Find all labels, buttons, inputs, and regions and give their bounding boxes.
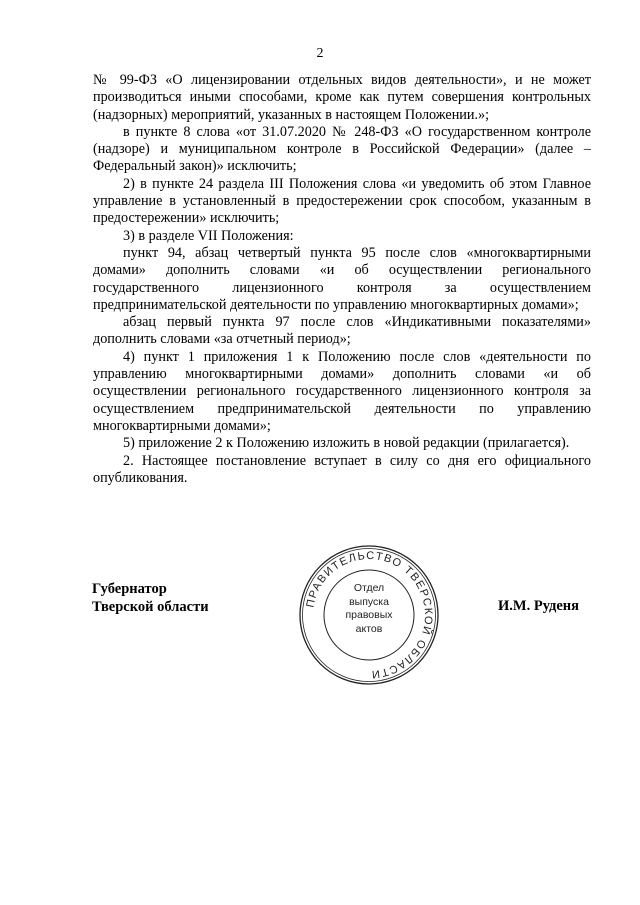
document-body [93,72,591,487]
page-number: 2 [316,46,324,61]
paragraph: 2. Настоящее постановление вступает в силу со дня его официального опубликования. [93,452,591,486]
paragraph: 2) в пункте 24 раздела III Положения слова «и уведомить об этом Главное управление в установленный в предостережении срок способом, указанным в предостережении» исключить; [93,175,591,227]
signatory-title-line: Тверской области [92,599,209,615]
paragraph: 3) в разделе VII Положения: [123,227,294,244]
paragraph: 4) пункт 1 приложения 1 к Положению после слов «деятельности по управлению многоквартирными домами» дополнить словами «и об осуществлении регионального государственного лицензионного контроля за осуществлением предпринимательской деятельности по управлению многоквартирными домами»; [93,348,591,434]
paragraph: 5) приложение 2 к Положению изложить в новой редакции (прилагается). [123,435,570,452]
signatory-title-line: Губернатор [92,581,167,597]
seal-center-text [328,582,410,636]
paragraph: в пункте 8 слова «от 31.07.2020 № 248-ФЗ «О государственном контроле (надзоре) и муниципальном контроле в Российской Федерации» (далее – Федеральный закон)» исключить; [93,123,591,175]
seal-center-line: правовых [345,609,393,621]
seal-center-line: актов [355,622,383,635]
paragraph: № 99-ФЗ «О лицензировании отдельных видов деятельности», и не может производиться иными способами, кроме как путем совершения контрольных (надзорных) мероприятий, указанных в настоящем Положении.»; [93,72,591,123]
paragraph: абзац первый пункта 97 после слов «Индикативными показателями» дополнить словами «за отчетный период»; [93,314,591,348]
signatory-name: И.М. Руденя [498,598,580,614]
seal-center-line: выпуска [349,595,389,608]
seal-ring-text: ПРАВИТЕЛЬСТВО ТВЕРСКОЙ ОБЛАСТИ [304,549,435,681]
paragraph: пункт 94, абзац четвертый пункта 95 после слов «многоквартирными домами» дополнить словами «и об осуществлении регионального государственного лицензионного контроля за осуществлением предпринимательской деятельности по управлению многоквартирных домами»; [93,244,591,313]
seal-center-line: Отдел [353,582,385,594]
signatory-title [92,580,209,616]
